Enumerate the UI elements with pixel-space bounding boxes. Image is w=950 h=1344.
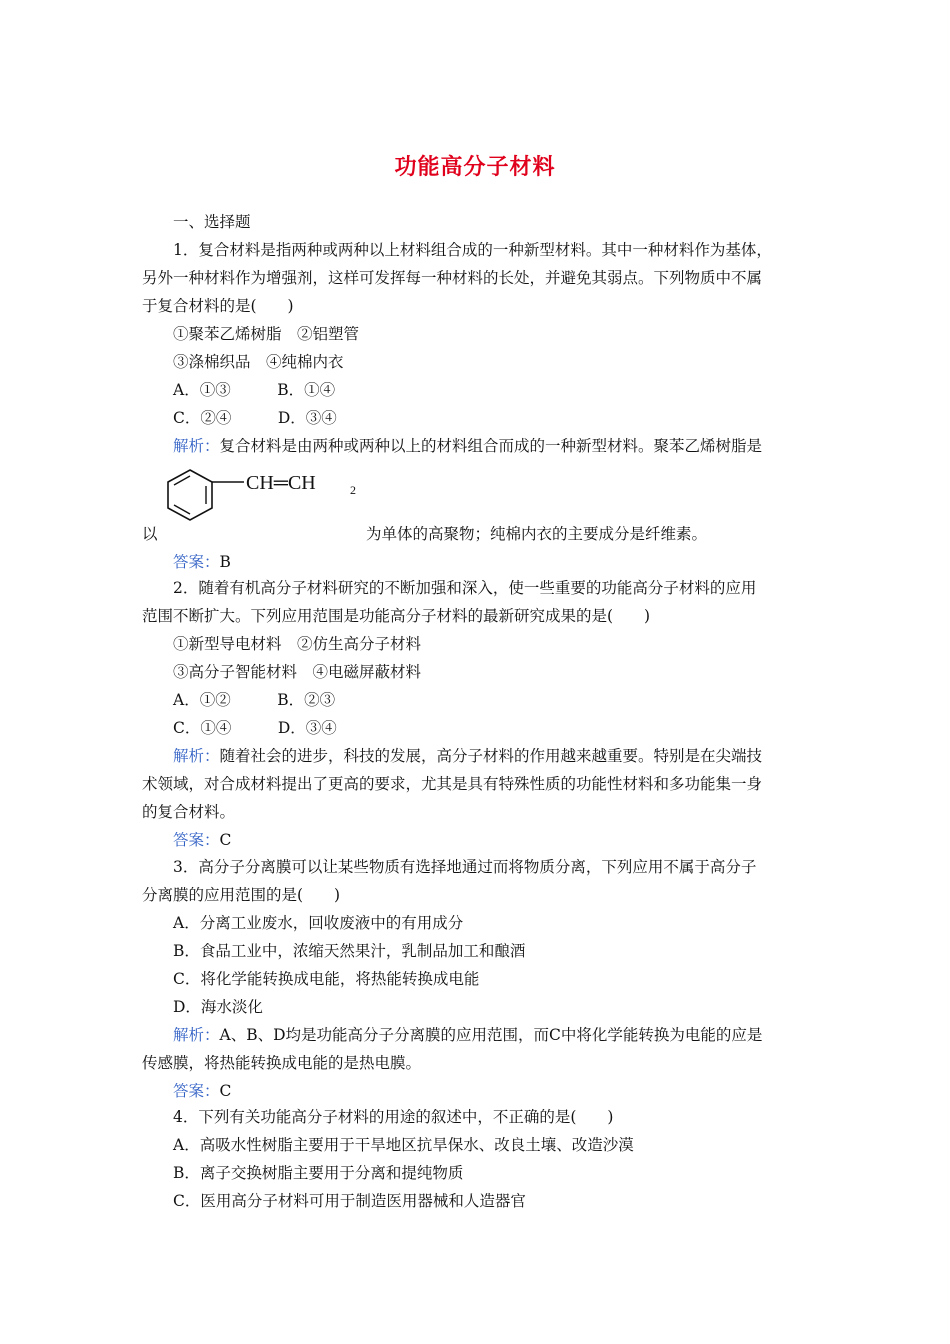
page-title: 功能高分子材料 xyxy=(394,155,556,180)
q3-analysis-text: A、B、D均是功能高分子分离膜的应用范围，而C中将化学能转换为电能的应是 xyxy=(219,1026,763,1044)
q3-answer-value: C xyxy=(219,1082,232,1100)
q2-items-line2: ③高分子智能材料 ④电磁屏蔽材料 xyxy=(173,663,422,681)
q3-stem-line2: 分离膜的应用范围的是( ) xyxy=(142,886,341,904)
q1-formula-prefix: 以 xyxy=(142,525,158,543)
q3-option-c: C．将化学能转换成电能，将热能转换成电能 xyxy=(173,970,480,988)
analysis-label: 解析： xyxy=(173,747,220,765)
q3-analysis xyxy=(173,1025,762,1045)
q2-items-line1: ①新型导电材料 ②仿生高分子材料 xyxy=(173,635,422,653)
q4-option-b: B．离子交换树脂主要用于分离和提纯物质 xyxy=(173,1164,464,1182)
q2-options-ab: A．①② B．②③ xyxy=(173,691,336,709)
q1-answer-value: B xyxy=(219,553,231,571)
q1-options-cd: C．②④ D．③④ xyxy=(173,409,337,427)
q1-stem-line2: 另外一种材料作为增强剂，这样可发挥每一种材料的长处，并避免其弱点。下列物质中不属 xyxy=(142,269,763,287)
q1-options-ab: A．①③ B．①④ xyxy=(173,381,336,399)
q3-answer xyxy=(173,1081,231,1101)
q1-stem-line1: 1．复合材料是指两种或两种以上材料组合成的一种新型材料。其中一种材料作为基体， xyxy=(173,241,772,259)
formula-subscript: 2 xyxy=(350,483,356,497)
q2-stem-line1: 2．随着有机高分子材料研究的不断加强和深入，使一些重要的功能高分子材料的应用 xyxy=(173,579,757,597)
q1-analysis-text: 复合材料是由两种或两种以上的材料组合而成的一种新型材料。聚苯乙烯树脂是 xyxy=(219,437,763,455)
q1-stem-line3: 于复合材料的是( ) xyxy=(142,297,294,315)
q2-options-cd: C．①④ D．③④ xyxy=(173,719,337,737)
q3-option-a: A．分离工业废水，回收废液中的有用成分 xyxy=(173,914,464,932)
q4-option-a: A．高吸水性树脂主要用于干旱地区抗旱保水、改良土壤、改造沙漠 xyxy=(173,1136,634,1154)
q3-analysis-line2: 传感膜，将热能转换成电能的是热电膜。 xyxy=(142,1054,422,1072)
q2-answer xyxy=(173,830,231,850)
q2-answer-value: C xyxy=(219,831,232,849)
q2-stem-line2: 范围不断扩大。下列应用范围是功能高分子材料的最新研究成果的是( ) xyxy=(142,607,651,625)
answer-label: 答案： xyxy=(173,1082,220,1100)
q1-items-line1: ①聚苯乙烯树脂 ②铝塑管 xyxy=(173,325,360,343)
styrene-structure-diagram xyxy=(160,462,370,534)
q1-analysis xyxy=(173,436,762,456)
q4-stem-line1: 4．下列有关功能高分子材料的用途的叙述中，不正确的是( ) xyxy=(173,1108,614,1126)
q2-analysis-line2: 术领域，对合成材料提出了更高的要求，尤其是具有特殊性质的功能性材料和多功能集一身 xyxy=(142,775,763,793)
answer-label: 答案： xyxy=(173,553,220,571)
analysis-label: 解析： xyxy=(173,1026,220,1044)
analysis-label: 解析： xyxy=(173,437,220,455)
q1-formula-suffix: 为单体的高聚物；纯棉内衣的主要成分是纤维素。 xyxy=(366,525,708,543)
q2-analysis xyxy=(173,746,762,766)
q1-items-line2: ③涤棉织品 ④纯棉内衣 xyxy=(173,353,344,371)
q1-answer xyxy=(173,552,231,572)
formula-group: CH═CH xyxy=(246,472,316,494)
answer-label: 答案： xyxy=(173,831,220,849)
section-heading: 一、选择题 xyxy=(173,213,251,231)
q2-analysis-line3: 的复合材料。 xyxy=(142,803,236,821)
q2-analysis-text: 随着社会的进步，科技的发展，高分子材料的作用越来越重要。特别是在尖端技 xyxy=(219,747,763,765)
q3-option-b: B．食品工业中，浓缩天然果汁，乳制品加工和酿酒 xyxy=(173,942,526,960)
q3-stem-line1: 3．高分子分离膜可以让某些物质有选择地通过而将物质分离，下列应用不属于高分子 xyxy=(173,858,757,876)
q4-option-c: C．医用高分子材料可用于制造医用器械和人造器官 xyxy=(173,1192,526,1210)
q3-option-d: D．海水淡化 xyxy=(173,998,263,1016)
